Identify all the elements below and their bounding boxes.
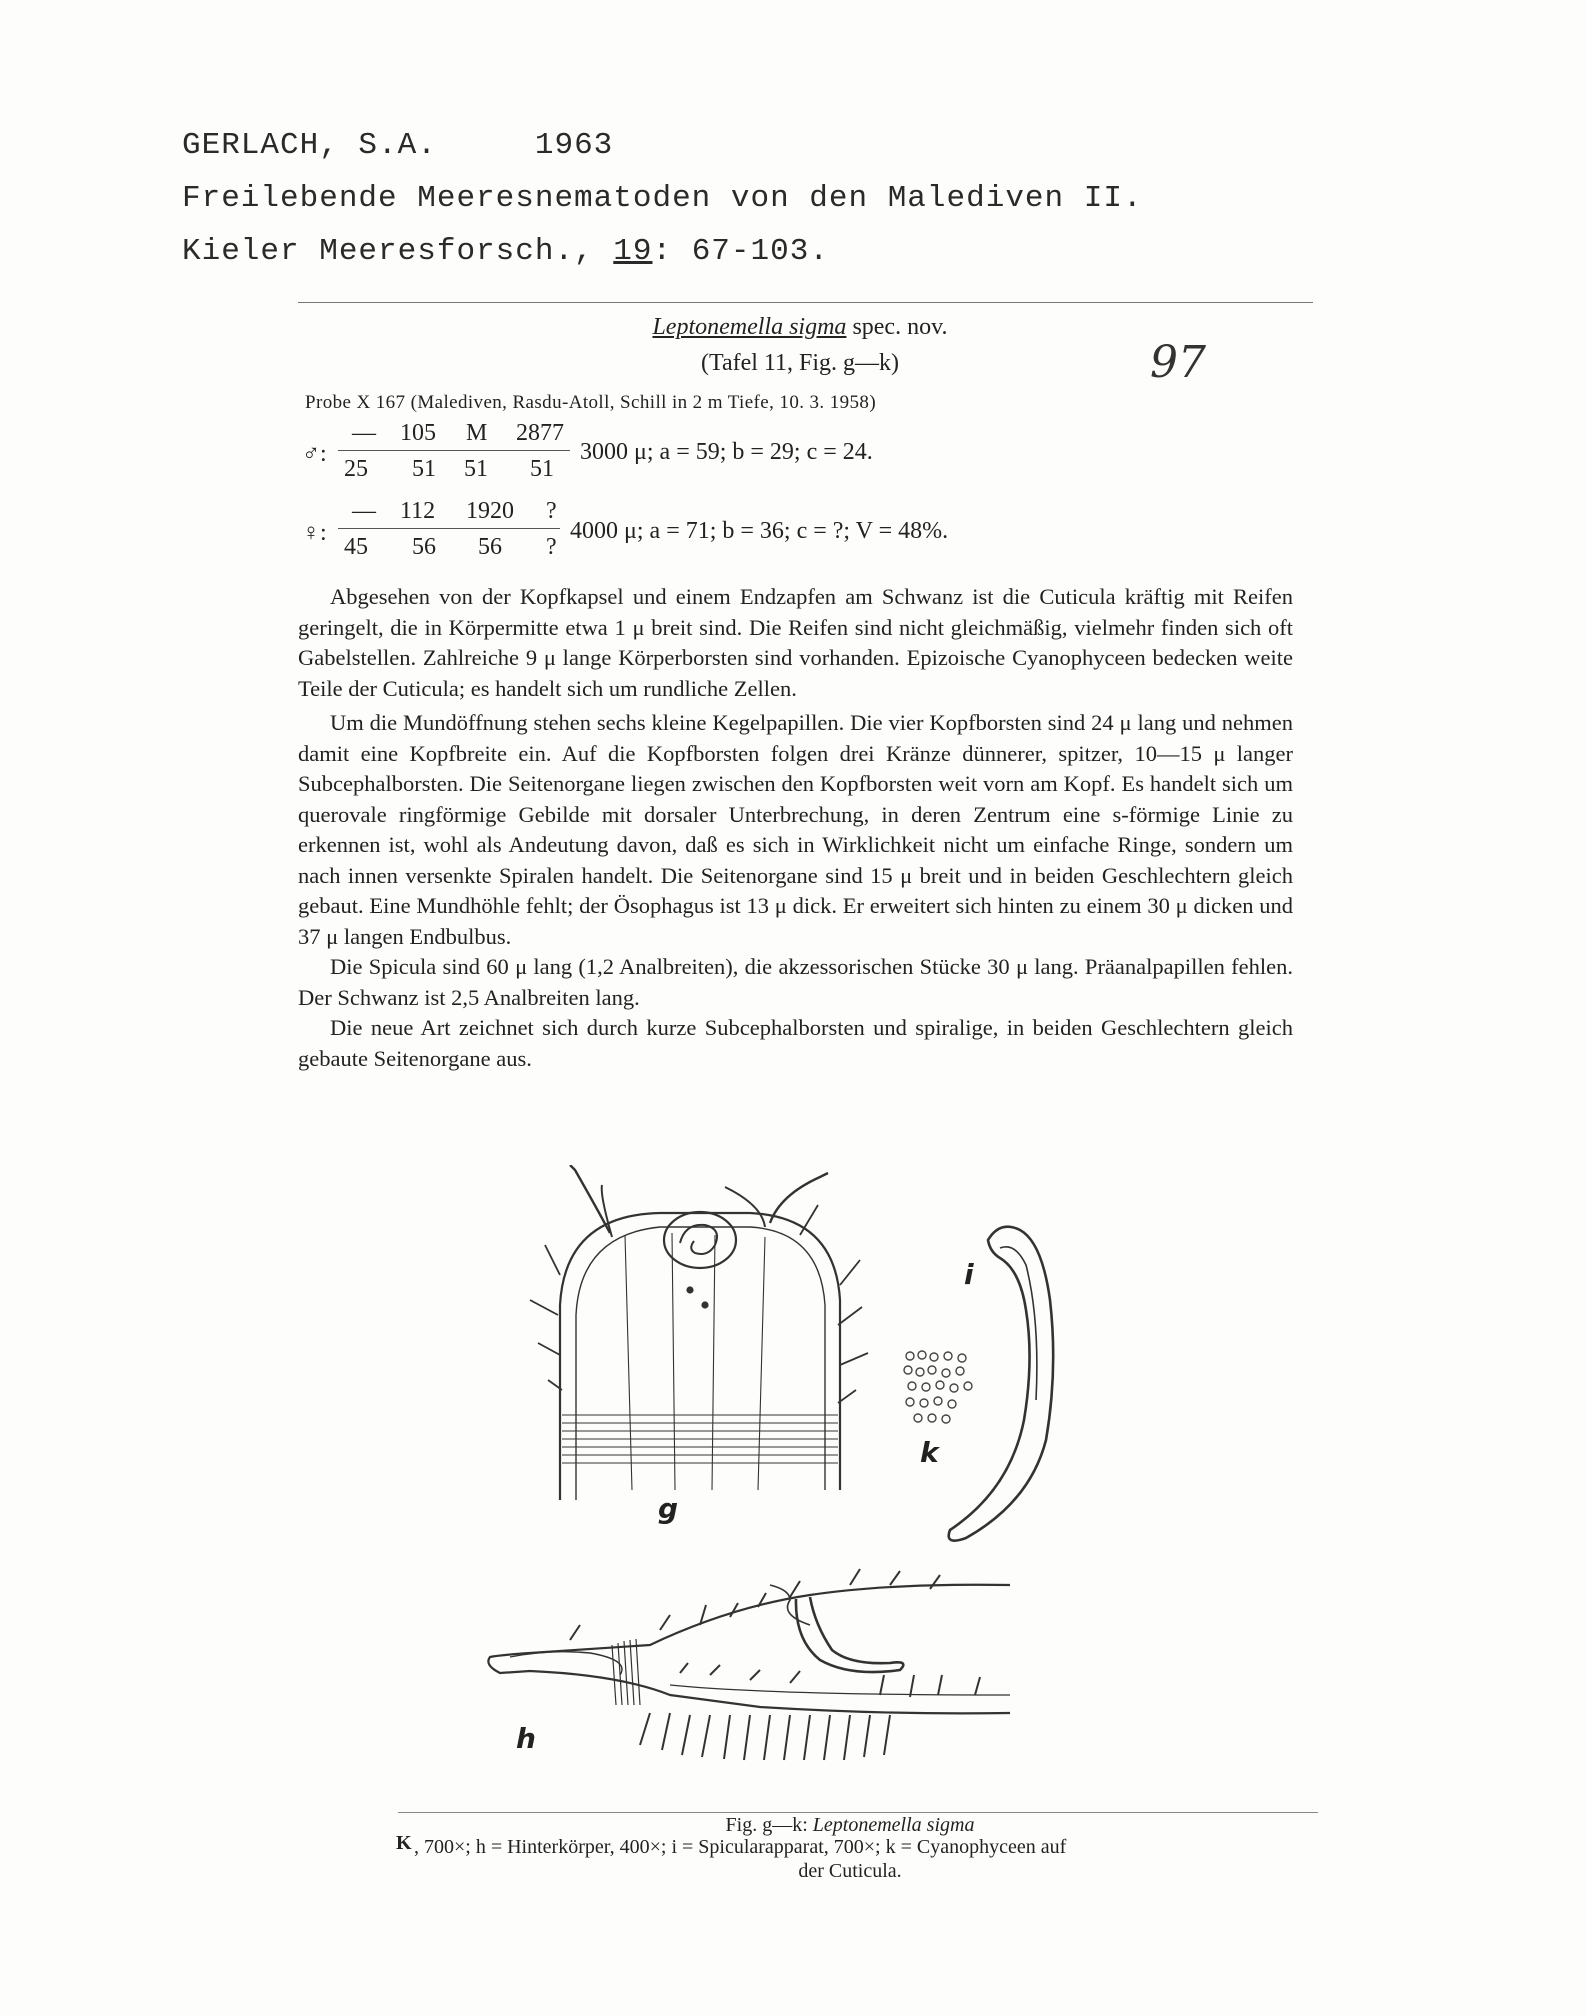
female-fraction-bar: [338, 528, 560, 529]
male-top-1: 105: [400, 420, 436, 446]
male-fraction-bar: [338, 450, 570, 451]
male-bottom-3: 51: [530, 456, 554, 482]
header-citation-line1: [182, 128, 613, 163]
journal-name: Kieler Meeresforsch.,: [182, 234, 614, 269]
figure-caption-line2: , 700×; h = Hinterkörper, 400×; i = Spicularapparat, 700×; k = Cyanophyceen auf: [414, 1836, 1067, 1858]
figure-label-h: h: [516, 1722, 536, 1755]
male-bottom-0: 25: [344, 456, 368, 482]
female-top-2: 1920: [466, 498, 514, 524]
male-top-3: 2877: [516, 420, 564, 446]
female-sex-symbol: ♀:: [302, 520, 327, 546]
male-result: 3000 μ; a = 59; b = 29; c = 24.: [580, 439, 873, 465]
female-top-1: 112: [400, 498, 436, 524]
caption-start: K: [396, 1832, 412, 1854]
figure-label-k: k: [920, 1436, 939, 1469]
male-sex-symbol: ♂:: [302, 441, 327, 467]
caption-lead: Fig. g—k:: [725, 1814, 813, 1836]
paragraph-cuticula: Abgesehen von der Kopfkapsel und einem Endzapfen am Schwanz ist die Cuticula kräftig mit Reifen geringelt, die in Körpermitte etwa 1 μ breit sind. Die Reifen sind nicht gleichmäßig, vielmehr finden sich oft Gabelstellen. Zahlreiche 9 μ lange Körperborsten sind vorhanden. Epizoische Cyanophyceen bedecken weite Teile der Cuticula; es handelt sich um rundliche Zellen.: [298, 584, 1293, 701]
description-text: [298, 582, 1293, 1074]
caption-rule: [398, 1812, 1318, 1813]
author: GERLACH, S.A.: [182, 128, 437, 163]
female-top-3: ?: [546, 498, 557, 524]
journal-pages: : 67-103.: [652, 234, 829, 269]
female-bottom-1: 56: [412, 534, 436, 560]
species-suffix: spec. nov.: [846, 314, 948, 340]
figure-k-cyanophyceae-drawing: [900, 1348, 980, 1428]
figure-h-hindbody-drawing: [470, 1545, 1030, 1785]
paragraph-spicula: Die Spicula sind 60 μ lang (1,2 Analbreiten), die akzessorischen Stücke 30 μ lang. Präanalpapillen fehlen. Der Schwanz ist 2,5 Analbreiten lang.: [298, 954, 1293, 1010]
caption-species: Leptonemella sigma: [812, 1814, 975, 1836]
figure-caption-line1: [390, 1814, 1310, 1837]
male-bottom-2: 51: [464, 456, 488, 482]
figure-label-i: i: [964, 1258, 974, 1291]
header-title: Freilebende Meeresnematoden von den Malediven II.: [182, 181, 1143, 216]
sample-location: Probe X 167 (Malediven, Rasdu-Atoll, Schill in 2 m Tiefe, 10. 3. 1958): [305, 392, 877, 413]
year: 1963: [534, 128, 614, 163]
top-rule: [298, 302, 1313, 303]
paragraph-kopf: Um die Mundöffnung stehen sechs kleine Kegelpapillen. Die vier Kopfborsten sind 24 μ lang und nehmen damit eine Kopfbreite ein. Auf die Kopfborsten folgen drei Kränze dünnerer, spitzer, 10—15 μ langer Subcephalborsten. Die Seitenorgane liegen zwischen den Kopfborsten weit vorn am Kopf. Es handelt sich um querovale ringförmige Gebilde mit dorsaler Unterbrechung, in deren Zentrum eine s-förmige Linie zu erkennen ist, wohl als Andeutung davon, daß es sich in Wirklichkeit nicht um einfache Ringe, sondern um nach innen versenkte Spiralen handelt. Die Seitenorgane sind 15 μ breit und in beiden Geschlechtern gleich gebaut. Eine Mundhöhle fehlt; der Ösophagus ist 13 μ dick. Er erweitert sich hinten zu einem 30 μ dicken und 37 μ langen Endbulbus.: [298, 710, 1293, 949]
header-journal: [182, 234, 829, 269]
figure-caption-line3: der Cuticula.: [798, 1860, 902, 1882]
handwritten-page-number: 97: [1150, 337, 1206, 388]
plate-reference: (Tafel 11, Fig. g—k): [700, 350, 900, 376]
figure-g-head-drawing: [500, 1165, 960, 1525]
female-bottom-3: ?: [546, 534, 557, 560]
female-top-0: —: [352, 498, 376, 524]
male-top-2: M: [466, 420, 488, 446]
female-bottom-0: 45: [344, 534, 368, 560]
male-top-0: —: [352, 420, 376, 446]
paragraph-diagnose: Die neue Art zeichnet sich durch kurze Subcephalborsten und spiralige, in beiden Geschlechtern gleich gebaute Seitenorgane aus.: [298, 1015, 1293, 1071]
male-bottom-1: 51: [412, 456, 436, 482]
journal-volume: 19: [613, 234, 653, 269]
female-result: 4000 μ; a = 71; b = 36; c = ?; V = 48%.: [570, 518, 949, 544]
species-name: Leptonemella sigma: [652, 314, 847, 340]
figure-label-g: g: [658, 1492, 679, 1525]
female-bottom-2: 56: [478, 534, 502, 560]
